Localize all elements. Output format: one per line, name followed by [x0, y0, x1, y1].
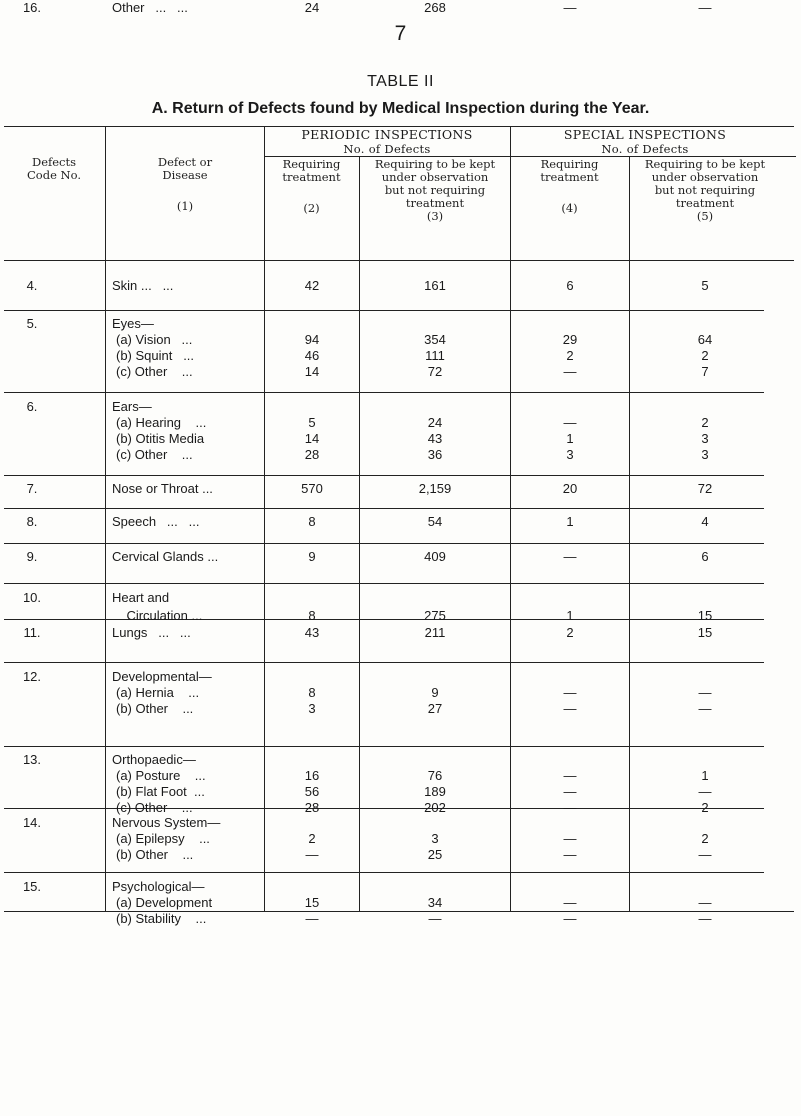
defect-code: 16. — [22, 0, 42, 15]
header-periodic: PERIODIC INSPECTIONS No. of Defects — [301, 127, 473, 156]
count-cell: 43 — [427, 431, 443, 446]
defect-sub-label: (b) Other ... — [116, 847, 194, 862]
header-special: SPECIAL INSPECTIONS No. of Defects — [563, 127, 727, 156]
count-cell: 72 — [697, 481, 713, 496]
count-cell: — — [563, 784, 577, 799]
defect-sub-label: (b) Otitis Media — [116, 431, 205, 446]
defect-code: 15. — [22, 879, 42, 894]
count-cell: 15 — [304, 895, 320, 910]
count-cell: 409 — [424, 549, 446, 564]
count-cell: 6 — [566, 278, 574, 293]
count-cell: 5 — [308, 415, 316, 430]
count-cell: 25 — [427, 847, 443, 862]
count-cell: 1 — [701, 768, 709, 783]
defect-label: Ears— — [112, 399, 152, 414]
count-cell: — — [305, 911, 319, 926]
count-cell: — — [698, 847, 712, 862]
defect-label: Skin ... ... — [112, 278, 174, 293]
defect-code: 4. — [26, 278, 38, 293]
count-cell: 54 — [427, 514, 443, 529]
count-cell: 111 — [425, 348, 445, 363]
rule-row — [4, 662, 764, 663]
count-cell: 9 — [308, 549, 316, 564]
defect-label: Developmental— — [112, 669, 212, 684]
defect-code: 7. — [26, 481, 38, 496]
count-cell: — — [698, 0, 712, 15]
count-cell: 16 — [304, 768, 320, 783]
defect-label: Lungs ... ... — [112, 625, 191, 640]
defect-code: 11. — [23, 625, 41, 640]
defect-sub-label: (a) Development — [116, 895, 213, 910]
count-cell: 2 — [701, 415, 709, 430]
count-cell: — — [305, 847, 319, 862]
count-cell: 161 — [424, 278, 446, 293]
header-col2: Requiring treatment (2) — [282, 157, 341, 215]
count-cell: — — [698, 895, 712, 910]
col-divider — [105, 126, 106, 911]
count-cell: — — [563, 800, 577, 815]
rule-header-bottom — [4, 260, 794, 261]
rule-row — [4, 508, 764, 509]
count-cell: — — [563, 831, 577, 846]
count-cell: 14 — [304, 364, 320, 379]
count-cell: 275 — [424, 608, 446, 623]
count-cell: 3 — [701, 431, 709, 446]
count-cell: — — [428, 911, 442, 926]
defect-label-continued: Circulation ... — [112, 608, 203, 623]
count-cell: 36 — [427, 447, 443, 462]
count-cell: 3 — [701, 447, 709, 462]
count-cell: 2 — [701, 831, 709, 846]
defect-label: Nervous System— — [112, 815, 221, 830]
defect-label: Eyes— — [112, 316, 154, 331]
count-cell: 3 — [566, 447, 574, 462]
defect-sub-label: (a) Vision ... — [116, 332, 193, 347]
header-disease: Defect or Disease (1) — [157, 155, 213, 213]
defect-code: 9. — [26, 549, 38, 564]
count-cell: 15 — [697, 625, 713, 640]
count-cell: — — [563, 0, 577, 15]
count-cell: 6 — [701, 549, 709, 564]
defect-code: 10. — [22, 590, 42, 605]
defect-code: 13. — [22, 752, 42, 767]
count-cell: 7 — [701, 364, 709, 379]
defect-sub-label: (a) Hernia ... — [116, 685, 200, 700]
count-cell: 8 — [308, 608, 316, 623]
defect-sub-label: (c) Other ... — [116, 447, 193, 462]
count-cell: 29 — [562, 332, 578, 347]
count-cell: 28 — [304, 447, 320, 462]
count-cell: 2 — [566, 348, 574, 363]
rule-row — [4, 746, 764, 747]
header-col3: Requiring to be kept under observation but not requiring treatment (3) — [374, 157, 496, 223]
count-cell: — — [698, 701, 712, 716]
count-cell: 24 — [304, 0, 320, 15]
count-cell: 27 — [427, 701, 443, 716]
count-cell: — — [563, 847, 577, 862]
count-cell: 189 — [424, 784, 446, 799]
count-cell: 14 — [304, 431, 320, 446]
table-subtitle: A. Return of Defects found by Medical Inspection during the Year. — [151, 100, 650, 117]
count-cell: 3 — [431, 831, 439, 846]
count-cell: — — [698, 911, 712, 926]
count-cell: 72 — [427, 364, 443, 379]
rule-row — [4, 872, 764, 873]
defect-sub-label: (b) Squint ... — [116, 348, 195, 363]
defect-sub-label: (a) Epilepsy ... — [116, 831, 210, 846]
count-cell: 28 — [304, 800, 320, 815]
rule-row — [4, 392, 764, 393]
defect-label: Cervical Glands ... — [112, 549, 219, 564]
count-cell: 8 — [308, 685, 316, 700]
count-cell: — — [698, 784, 712, 799]
count-cell: 94 — [304, 332, 320, 347]
header-col4: Requiring treatment (4) — [540, 157, 599, 215]
count-cell: 1 — [566, 608, 574, 623]
count-cell: 8 — [308, 514, 316, 529]
page-number: 7 — [394, 22, 407, 45]
count-cell: 15 — [697, 608, 713, 623]
defect-sub-label: (c) Other ... — [116, 800, 193, 815]
count-cell: — — [563, 364, 577, 379]
count-cell: 268 — [424, 0, 446, 15]
count-cell: 2 — [701, 348, 709, 363]
count-cell: 202 — [424, 800, 446, 815]
count-cell: — — [563, 415, 577, 430]
count-cell: 4 — [701, 514, 709, 529]
count-cell: 34 — [427, 895, 443, 910]
count-cell: 2 — [308, 831, 316, 846]
defect-sub-label: (b) Other ... — [116, 701, 194, 716]
count-cell: 2 — [566, 625, 574, 640]
count-cell: 354 — [424, 332, 446, 347]
count-cell: 570 — [301, 481, 323, 496]
count-cell: 9 — [431, 685, 439, 700]
count-cell: 24 — [427, 415, 443, 430]
defect-sub-label: (a) Posture ... — [116, 768, 206, 783]
defect-sub-label: (b) Flat Foot ... — [116, 784, 205, 799]
count-cell: 76 — [427, 768, 443, 783]
count-cell: — — [563, 685, 577, 700]
rule-row — [4, 583, 764, 584]
count-cell: 46 — [304, 348, 320, 363]
defect-sub-label: (c) Other ... — [116, 364, 193, 379]
defect-sub-label: (a) Hearing ... — [116, 415, 207, 430]
count-cell: 2,159 — [418, 481, 452, 496]
count-cell: — — [563, 768, 577, 783]
count-cell: 2 — [701, 800, 709, 815]
header-col5: Requiring to be kept under observation but not requiring treatment (5) — [644, 157, 766, 223]
table-title: TABLE II — [367, 73, 434, 90]
defect-label: Psychological— — [112, 879, 205, 894]
defect-code: 6. — [26, 399, 38, 414]
count-cell: — — [563, 549, 577, 564]
count-cell: 42 — [304, 278, 320, 293]
count-cell: — — [698, 685, 712, 700]
count-cell: 56 — [304, 784, 320, 799]
count-cell: 1 — [566, 514, 574, 529]
defect-code: 12. — [22, 669, 42, 684]
header-code: Defects Code No. — [27, 155, 81, 182]
rule-row — [4, 310, 764, 311]
rule-row — [4, 543, 764, 544]
defect-label: Other ... ... — [112, 0, 188, 15]
defect-label: Heart and — [112, 590, 170, 605]
rule-row — [4, 475, 764, 476]
count-cell: — — [563, 895, 577, 910]
count-cell: 1 — [566, 431, 574, 446]
defect-code: 5. — [26, 316, 38, 331]
count-cell: 43 — [304, 625, 320, 640]
count-cell: 64 — [697, 332, 713, 347]
defect-label: Speech ... ... — [112, 514, 200, 529]
count-cell: 5 — [701, 278, 709, 293]
count-cell: — — [563, 911, 577, 926]
defect-label: Nose or Throat ... — [112, 481, 213, 496]
count-cell: 211 — [424, 625, 446, 640]
count-cell: 3 — [308, 701, 316, 716]
count-cell: — — [563, 701, 577, 716]
count-cell: 20 — [562, 481, 578, 496]
defect-code: 8. — [26, 514, 38, 529]
defect-sub-label: (b) Stability ... — [116, 911, 207, 926]
defect-code: 14. — [22, 815, 42, 830]
defect-label: Orthopaedic— — [112, 752, 196, 767]
